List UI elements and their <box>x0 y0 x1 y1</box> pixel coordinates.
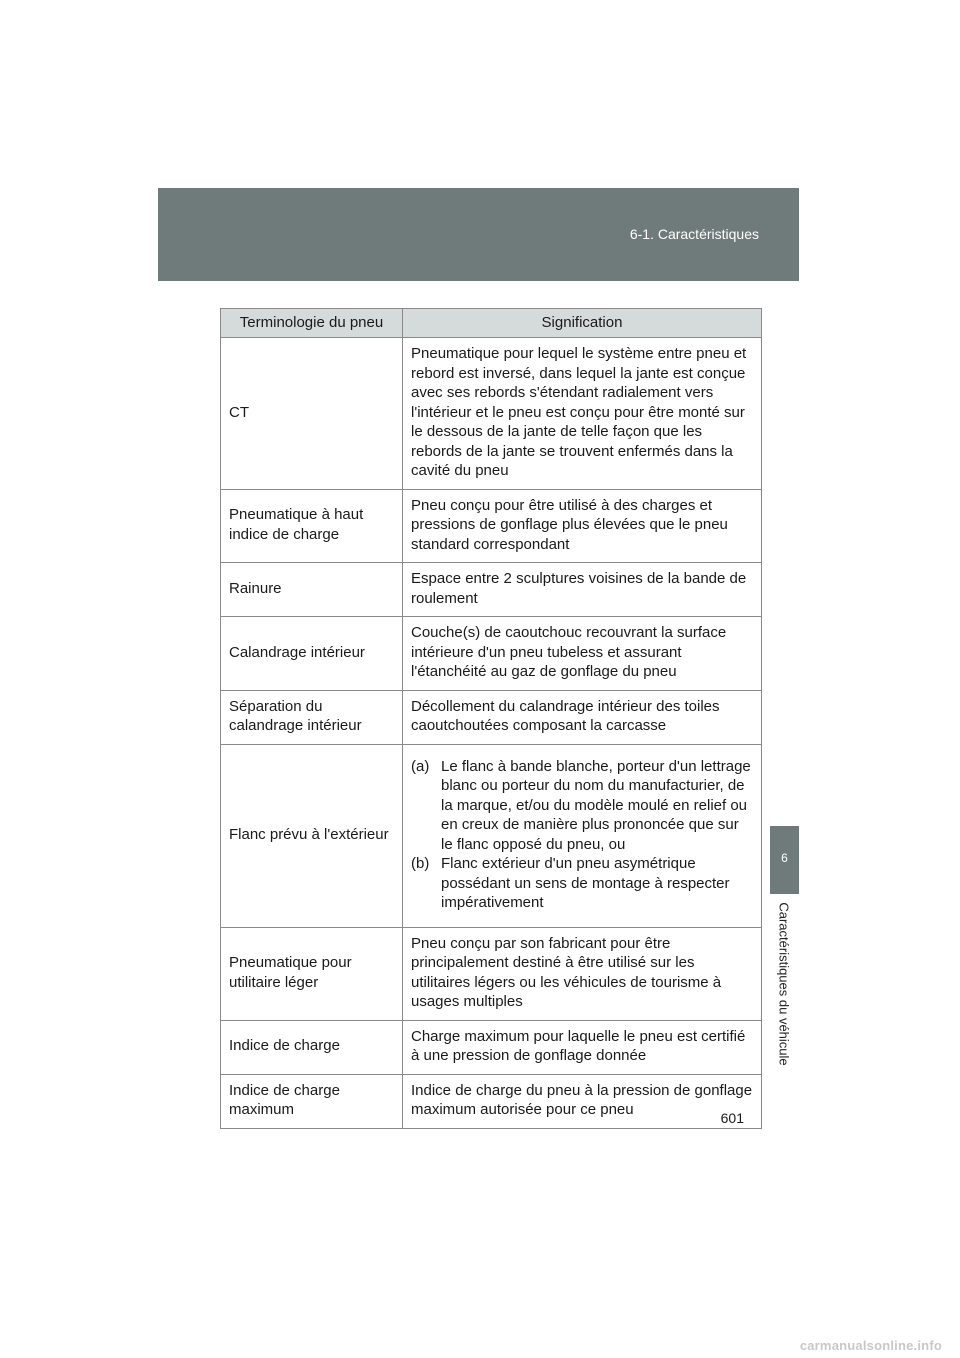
column-header-meaning: Signification <box>403 309 762 338</box>
list-text: Le flanc à bande blanche, porteur d'un lettrage blanc ou porteur du nom du manufacturier, de la marque, et/ou du modèle moulé en relief ou en creux de manière plus prononcée que sur le flanc opposé du pneu, ou <box>441 757 751 853</box>
meaning-cell: Charge maximum pour laquelle le pneu est certifié à une pression de gonflage donnée <box>403 1020 762 1074</box>
term-cell: Calandrage intérieur <box>221 617 403 691</box>
table-row <box>221 489 762 563</box>
table-row <box>221 927 762 1020</box>
meaning-cell: Pneu conçu par son fabricant pour être principalement destiné à être utilisé sur les utilitaires légers ou les véhicules de tourisme à usages multiples <box>403 927 762 1020</box>
term-cell: Séparation du calandrage intérieur <box>221 690 403 744</box>
term-cell: Rainure <box>221 563 403 617</box>
list-marker: (b) <box>411 855 430 872</box>
meaning-cell: Espace entre 2 sculptures voisines de la bande de roulement <box>403 563 762 617</box>
list-marker: (a) <box>411 757 430 775</box>
table-row <box>221 1074 762 1128</box>
term-cell: CT <box>221 338 403 490</box>
column-header-term: Terminologie du pneu <box>221 309 403 338</box>
table-row <box>221 338 762 490</box>
section-header-band <box>158 188 799 281</box>
meaning-cell <box>403 744 762 927</box>
meaning-cell: Couche(s) de caoutchouc recouvrant la surface intérieure d'un pneu tubeless et assurant l'étanchéité au gaz de gonflage du pneu <box>403 617 762 691</box>
section-title: 6-1. Caractéristiques <box>629 226 759 242</box>
chapter-label: Caractéristiques du véhicule <box>776 902 792 1066</box>
chapter-number: 6 <box>781 851 788 865</box>
tire-terminology-table <box>220 308 762 1129</box>
table-row <box>221 744 762 927</box>
list-text: Flanc extérieur d'un pneu asymétrique possédant un sens de montage à respecter impérativement <box>441 855 730 911</box>
table-header-row <box>221 309 762 338</box>
meaning-cell: Indice de charge du pneu à la pression de gonflage maximum autorisée pour ce pneu <box>403 1074 762 1128</box>
meaning-list-item-b <box>411 854 753 913</box>
meaning-cell: Pneu conçu pour être utilisé à des charges et pressions de gonflage plus élevées que le pneu standard correspondant <box>403 489 762 563</box>
table-row <box>221 563 762 617</box>
meaning-list-item-a <box>411 757 753 855</box>
table-row <box>221 1020 762 1074</box>
term-cell: Pneumatique à haut indice de charge <box>221 489 403 563</box>
meaning-cell: Décollement du calandrage intérieur des toiles caoutchoutées composant la carcasse <box>403 690 762 744</box>
term-cell: Pneumatique pour utilitaire léger <box>221 927 403 1020</box>
term-cell: Indice de charge maximum <box>221 1074 403 1128</box>
watermark: carmanualsonline.info <box>799 1338 942 1353</box>
term-cell: Flanc prévu à l'extérieur <box>221 744 403 927</box>
term-cell: Indice de charge <box>221 1020 403 1074</box>
meaning-cell: Pneumatique pour lequel le système entre pneu et rebord est inversé, dans lequel la jante est conçue avec ses rebords s'étendant radialement vers l'intérieur et le pneu est conçu pour être monté sur le dessous de la jante de telle façon que les rebords de la jante se trouvent enfermés dans la cavité du pneu <box>403 338 762 490</box>
page-number: 601 <box>720 1110 744 1126</box>
chapter-tab <box>770 826 799 894</box>
table-row <box>221 617 762 691</box>
table-row <box>221 690 762 744</box>
